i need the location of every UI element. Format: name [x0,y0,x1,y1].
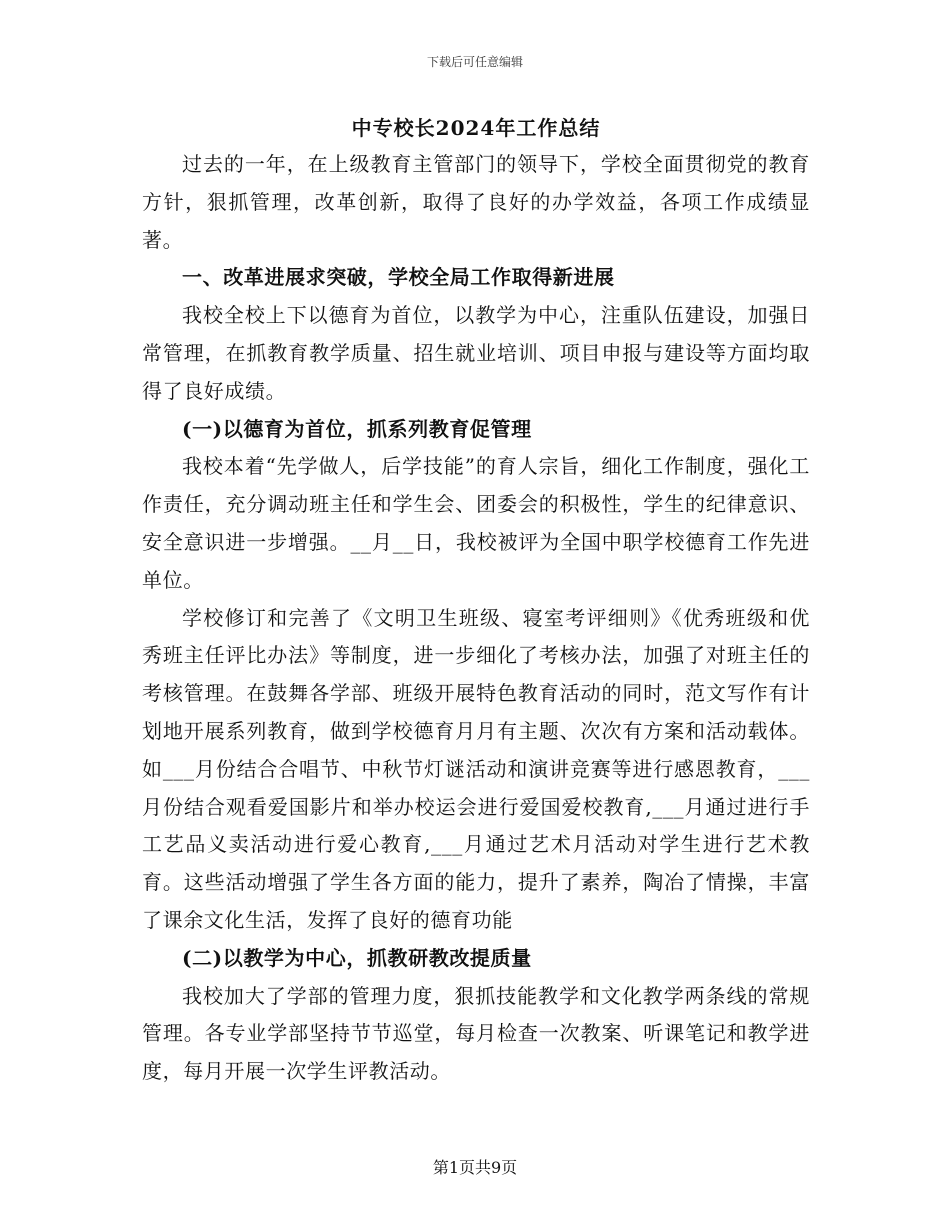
page-header-note: 下载后可任意编辑 [426,55,523,69]
subsection-2-heading: (二)以教学为中心，抓教研教改提质量 [182,945,532,970]
subsection-1-paragraph-1: 我校本着“先学做人，后学技能”的育人宗旨，细化工作制度，强化工作责任，充分调动班主任和学生会、团委会的积极性，学生的纪律意识、安全意识进一步增强。__月__日，我校被评为全国中职学校德育工作先进单位。 [142,454,810,592]
intro-paragraph: 过去的一年，在上级教育主管部门的领导下，学校全面贯彻党的教育方针，狠抓管理，改革创新，取得了良好的办学效益，各项工作成绩显著。 [142,152,810,252]
section-1-paragraph: 我校全校上下以德育为首位，以教学为中心，注重队伍建设，加强日常管理，在抓教育教学质量、招生就业培训、项目申报与建设等方面均取得了良好成绩。 [142,303,810,403]
subsection-1-heading: (一)以德育为首位，抓系列教育促管理 [182,416,532,441]
page-number: 第1页共9页 [432,1158,518,1177]
subsection-1-paragraph-2: 学校修订和完善了《文明卫生班级、寝室考评细则》《优秀班级和优秀班主任评比办法》等制度，进一步细化了考核办法，加强了对班主任的考核管理。在鼓舞各学部、班级开展特色教育活动的同时，范文写作有计划地开展系列教育，做到学校德育月月有主题、次次有方案和活动载体。如___月份结合合唱节、中秋节灯谜活动和演讲竞赛等进行感恩教育，___月份结合观看爱国影片和举办校运会进行爱国爱校教育,___月通过进行手工艺品义卖活动进行爱心教育,___月通过艺术月活动对学生进行艺术教育。这些活动增强了学生各方面的能力，提升了素养，陶冶了情操，丰富了课余文化生活，发挥了良好的德育功能 [142,605,810,932]
document-body [142,110,810,1091]
subsection-2-paragraph: 我校加大了学部的管理力度，狠抓技能教学和文化教学两条线的常规管理。各专业学部坚持节节巡堂，每月检查一次教案、听课笔记和教学进度，每月开展一次学生评教活动。 [142,983,810,1084]
section-1-heading: 一、改革进展求突破，学校全局工作取得新进展 [182,265,615,290]
document-title: 中专校长2024年工作总结 [351,116,601,140]
